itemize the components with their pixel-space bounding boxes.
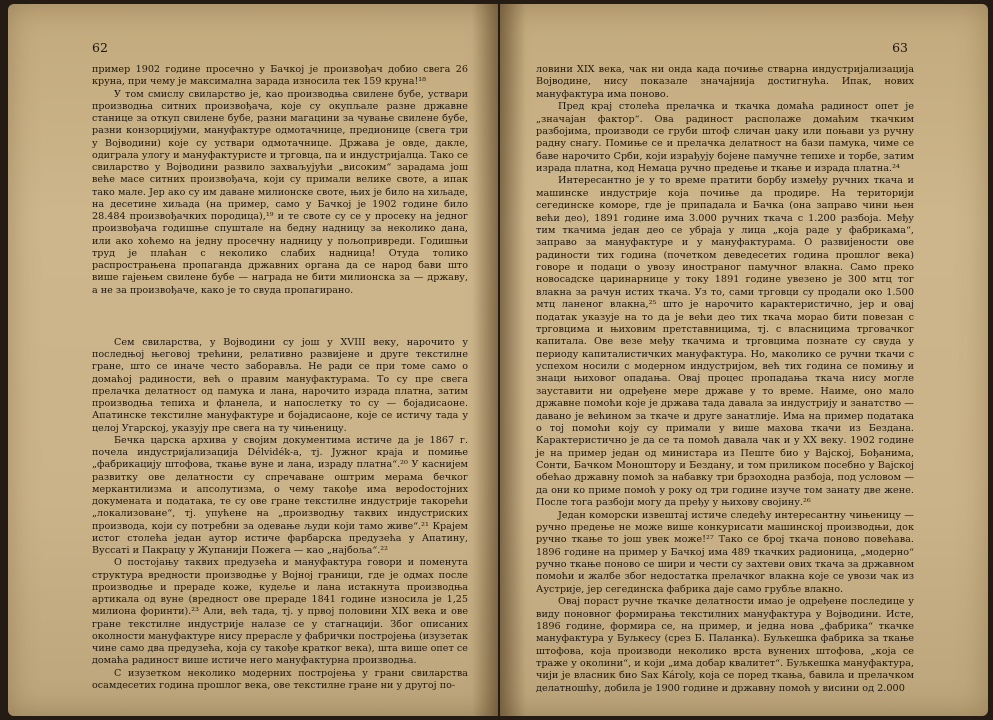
section-break xyxy=(92,297,468,337)
paragraph: У том смислу свиларство је, као производња свилене бубе, уствари производња ситних произвођача, које су окупљале разне државне станице за откуп свилене бубе, разни магацини за чување свилене бубе, разни конзорцијуми, мануфактуре одмотачнице, предионице (свега три у Војводини) које су уствари одмотачнице. Држава је овде, дакле, одиграла улогу и мануфактуристе и трговца, па и индустријалца. Тако се свиларство у Војводини развило захваљујући „високим“ зарадама још веће масе ситних произвођача, који су примали велике своте, а ипак тако мале. Јер ако су им даване милионске своте, њих је било на хиљаде, на десетине хиљада (на пример, само у Бачкој је 1902 године било 28.484 произвођачких породица),¹⁹ и те своте су се у просеку на једног произвођача годишње спуштале на бедну надницу за неколико дана, или ако хоћемо на једну просечну надницу у пољопривреди. Годишњи труд је плаћан с неколико слабих надница! Отуда толико распрострањена пропаганда државних органа да се народ бави што више гајењем свилене бубе — награда не бити милионска за — државу, а не за произвођаче, како је то свуда пропагирано. xyxy=(92,88,468,296)
right-page xyxy=(500,4,988,716)
paragraph: Интересантно је у то време пратити борбу између ручних ткача и машинске индустрије која почиње да продире. На територији сегединске коморе, где је припадала и Бачка (она заправо чини њен већи део), 1891 године има 3.000 ручних ткача с 1.200 разбоја. Међу тим ткачима један део се убраја у лица „која раде у фабрикама“, заправо за мануфактуре и у мануфактурама. О развијености ове радиности тих година (почетком деведесетих година прошлог века) говоре и подаци о увозу иностраног памучног влакна. Само преко новосадске царинарнице у току 1891 године увезено је 300 мтц тог влакна за рачун истих ткача. Уз то, сами трговци су продали око 1.500 мтц ланеног влакна,²⁵ што је нарочито карактеристично, јер и овај податак указује на то да је већи део тих ткача морао бити повезан с трговцима и њиховим претставницима, тј. с власницима трговачког капитала. Ове везе међу ткачима и трговцима познате су свуда у периоду капиталистичких мануфактура. Но, маколико се ручни ткачи с успехом носили с модерном индустријом, већ тих година се помињу и знаци њиховог опадања. Овај процес пропадања ткача нису могле зауставити ни одређене мере државе у то време. Наиме, оно мало државне помоћи које је држава тада давала за индустрију и занатство — давано је већином за ткаче и друге занатлије. Има на пример података о тој помоћи коју су примали у више махова ткачи из Бездана. Карактеристично је да се та помоћ давала чак и у XX веку. 1902 године је на пример један од министара из Пеште био у Вајској, Бођанима, Сонти, Бачком Моноштору и Бездану, и том приликом посебно у Вајској обећао државну помоћ за набавку три брзоходна разбоја, под условом — да они ко приме помоћ у року од три године изуче том занату две жене. После тога разбоји могу да пређу у њихову својину.²⁶ xyxy=(536,175,914,509)
page-number-right: 63 xyxy=(892,40,908,55)
paragraph: Бечка царска архива у својим документима истиче да је 1867 г. почела индустријализација Délvidék-а, тј. Јужног краја и помиње „фабрикацију штофова, ткање вуне и лана, израду платна“.²⁰ У каснијем развитку ове делатности су спречаване оштрим мерама бечког меркантилизма и апсолутизма, о чему такође има верodостојних докумената и података, те су ове гране текстилне индустрије такорећи „локализоване“, тј. упућене на „производњу таквих индустриских производа, који су потребни за одевање људи који тамо живе“.²¹ Крајем истог столећа један аутор истиче фарбарска предузећа у Апатину, Вуссаті и Пакрацу у Жупанији Пожега — као „најбоља“.²² xyxy=(92,434,468,556)
binding-shadow xyxy=(472,4,498,716)
paragraph: ловини XIX века, чак ни онда када почиње стварна индустријализација Војводине, нису показале значајнија достигнућа. Ипак, нових мануфактура има поново. xyxy=(536,64,914,100)
paragraph: Један коморски извештај истиче следећу интересантну чињеницу — ручно предење не може више конкурисати машинској производњи, док ручно ткање то још увек може!²⁷ Тако се број ткача поново повећава. 1896 године на пример у Бачкој има 489 ткачких радионица, „модерно“ ручно ткање поново се шири и чести су захтеви ових ткача за државном помоћи и жалбе због недостатка прелачког влакна које се увози чак из Аустрије, јер сегединска фабрика даје само грубље влакно. xyxy=(536,509,914,595)
paragraph: пример 1902 године просечно у Бачкој је произвођач добио свега 26 круна, при чему је максимална зарада износила тек 159 круна!¹⁸ xyxy=(92,64,468,88)
paragraph: Пред крај столећа прелачка и ткачка домаћа радиност опет је „значајан фактор“. Ова радиност располаже домаћим ткачким разбојима, производи се груби штоф сличан џаку или поњави уз ручну радну снагу. Помиње се и прелачка делатност на бази памука, чиме се баве нарочито Срби, који израђују бојене памучне тепихе и торбе, затим израда платна, код Немаца ручно предење и ткање и израда платна.²⁴ xyxy=(536,101,914,174)
paragraph: Сем свиларства, у Војводини су још у XVIII веку, нарочито у последњој његовој трећини, релативно развијене и друге текстилне гране, што се иначе често заборавља. Не ради се при томе само о домаћој радиности, већ о правим мануфактурама. То су пре свега прелачка делатност од памука и лана, нарочито израда платна, затим производња тепиха и фланела, и напослетку то су — бојадисаоне. Апатинске текстилне мануфактуре и бојадисаоне, које се истичу тада у целој Угарској, указују пре свега на ту чињеницу. xyxy=(92,336,468,434)
right-page-body xyxy=(536,64,914,695)
paragraph: О постојању таквих предузећа и мануфактура говори и поменута структура вредности производње у Војној граници, где је одмах после производње и прераде коже, кудеље и лана истакнута производња артикала од вуне (вредност ове прераде 1841 године износила је 1,25 милиона форинти).²³ Али, већ тада, тј. у првој половини XIX века и ове гране текстилне индустрије налазе се у стагнацији. Због описаних околности мануфактуре нису прерасле у фабрички построjења (изузетак чине само два предузећа, која су такође кратког века), шта више опет се домаћа радиност више истиче него мануфактурна производња. xyxy=(92,557,468,667)
left-page-body xyxy=(92,64,468,692)
left-page xyxy=(8,4,498,716)
paragraph: С изузетком неколико модерних постројења у грани свиларства осамдесетих година прошлог века, ове текстилне гране ни у другој по- xyxy=(92,667,468,691)
binding-shadow xyxy=(500,4,526,716)
page-number-left: 62 xyxy=(92,40,108,55)
paragraph: Овај пораст ручне ткачке делатности имао је одређене последице у виду поновног формирања текстилних мануфактура у Војводини. Исте, 1896 године, формира се, на пример, и једна нова „фабрика“ ткачке мануфактура у Буљкесу (срез Б. Паланка). Буљкешка фабрика за ткање штофова, која производи неколико врста вунених штофова, „која се траже у околини“, и који „има добар квалитет“. Буљкешка мануфактура, чији је власник био Sax Károly, која се поред ткања, бавила и прелачком делатношћу, добила је 1900 године и државну помоћ у висини од 2.000 xyxy=(536,596,914,694)
